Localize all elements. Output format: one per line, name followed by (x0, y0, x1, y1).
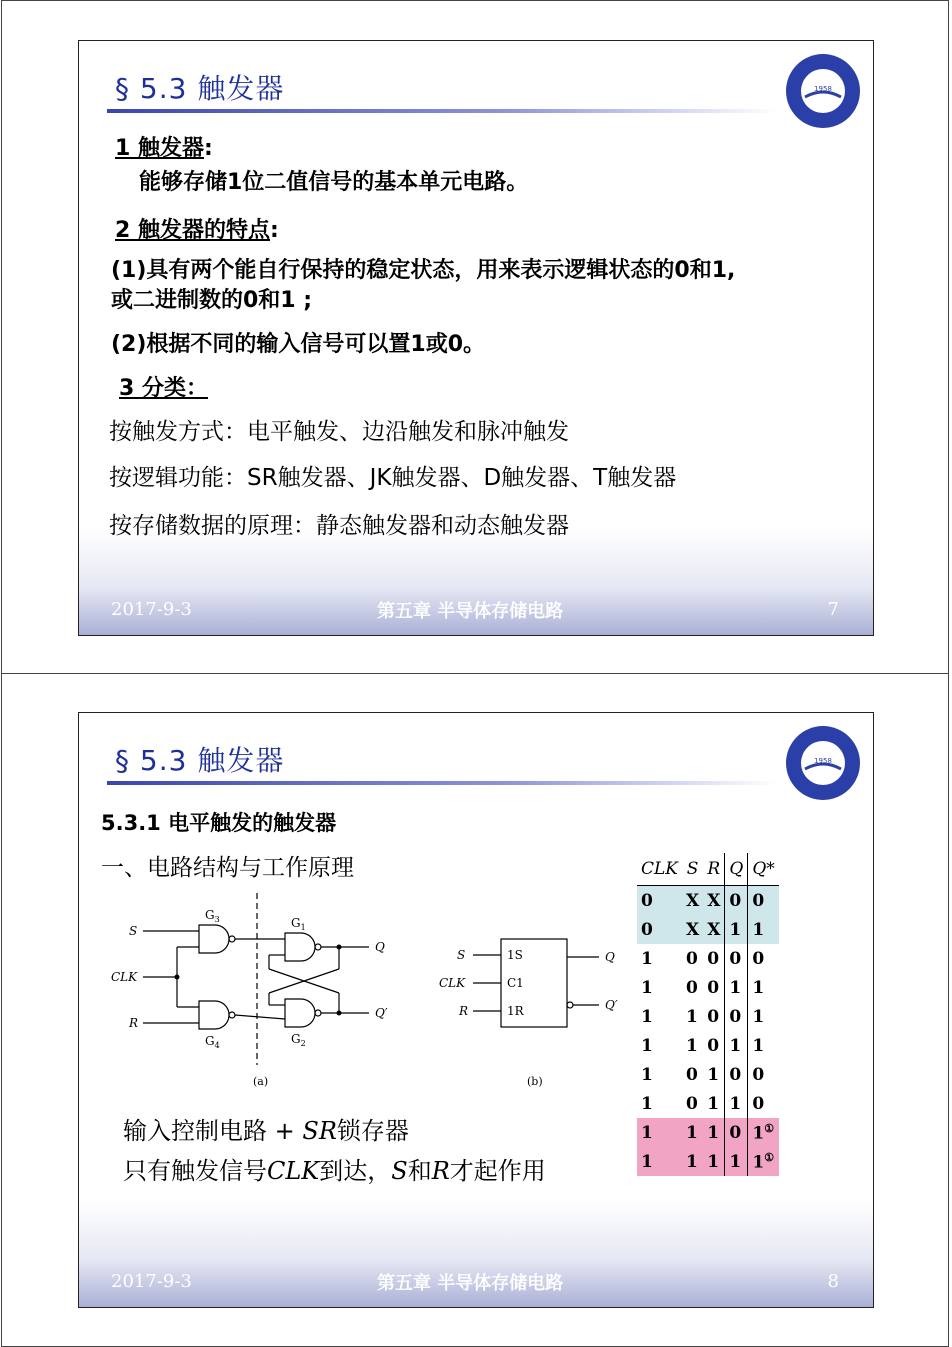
subsection-heading: 一、电路结构与工作原理 (101, 855, 354, 881)
table-cell: 0 (725, 944, 748, 973)
table-header-row (637, 853, 779, 886)
table-cell: 0 (748, 1089, 779, 1118)
table-cell: 1 (637, 1118, 682, 1147)
slide-footer (79, 595, 873, 625)
table-cell: 1 (641, 1006, 653, 1027)
svg-text:S: S (129, 924, 138, 938)
footer-date: 2017-9-3 (111, 599, 192, 620)
table-row (637, 1031, 779, 1060)
footer-chapter: 第五章 半导体存储电路 (377, 1273, 564, 1294)
svg-text:1S: 1S (507, 948, 523, 962)
svg-text:1R: 1R (507, 1004, 524, 1018)
table-cell: 1 (641, 977, 653, 998)
table-cell: 1 (682, 1147, 703, 1176)
table-cell: 1 (725, 1089, 748, 1118)
feature-2: (2)根据不同的输入信号可以置1或0。 (111, 332, 486, 357)
table-cell: 1 (686, 1035, 698, 1056)
logo-year: 1958 (814, 757, 832, 765)
table-cell: 0 (725, 1060, 748, 1089)
truth-table (637, 853, 837, 1176)
svg-text:(b): (b) (527, 1075, 543, 1088)
note-mark: ① (764, 1121, 775, 1135)
university-logo-icon (783, 51, 863, 131)
table-row (637, 944, 779, 973)
table-cell: 0 (707, 977, 720, 998)
table-header-cell: Q* (748, 853, 779, 886)
table-cell: 1 (707, 1064, 720, 1085)
svg-text:(a): (a) (253, 1075, 269, 1088)
table-cell: 0 (725, 1002, 748, 1031)
svg-text:G2: $G_2$ (291, 1032, 306, 1048)
university-logo-icon (783, 723, 863, 803)
table-cell: 1① (748, 1118, 779, 1147)
table-header-cell: Q (725, 853, 748, 886)
table-cell: 1 (748, 1002, 779, 1031)
class-by-logic: 按逻辑功能：SR触发器、JK触发器、D触发器、T触发器 (109, 465, 677, 491)
footer-page-number: 7 (827, 599, 839, 620)
trigger-text: 只有触发信号CLK到达，S和R才起作用 (123, 1157, 546, 1185)
table-cell: 1 (682, 1118, 703, 1147)
table-cell: 0 (707, 1035, 720, 1056)
table-cell: 1① (748, 1147, 779, 1176)
table-cell: 0 (748, 1060, 779, 1089)
table-cell: X (682, 915, 703, 944)
slide-title: § 5.3 触发器 (115, 72, 285, 105)
table-header-cell: R (703, 853, 725, 886)
slide-title: § 5.3 触发器 (115, 744, 285, 777)
footer-chapter: 第五章 半导体存储电路 (377, 601, 564, 622)
svg-text:G4: $G_4$ (205, 1034, 220, 1050)
table-row (637, 1002, 779, 1031)
feature-1-line-2: 或二进制数的0和1 ; (111, 288, 313, 313)
svg-text:G3: $G_3$ (205, 908, 220, 924)
table-cell: 0 (686, 977, 698, 998)
table-cell: 1 (637, 1147, 682, 1176)
slide-7 (78, 40, 874, 636)
svg-text:G1: $G_1$ (291, 916, 306, 932)
class-by-trigger: 按触发方式：电平触发、边沿触发和脉冲触发 (109, 419, 569, 445)
table-cell: 0 (686, 948, 698, 969)
circuit-diagram-b (435, 889, 635, 1099)
table-cell: 1 (748, 915, 779, 944)
table-cell: 1 (686, 1006, 698, 1027)
table-cell: 1 (641, 1035, 653, 1056)
title-rule (107, 781, 777, 785)
table-header-cell: CLK (637, 853, 682, 886)
table-cell: 0 (707, 948, 720, 969)
class-by-storage: 按存储数据的原理：静态触发器和动态触发器 (109, 513, 569, 539)
table-cell: 0 (637, 915, 682, 944)
slide-footer (79, 1267, 873, 1297)
svg-text:S: S (457, 948, 466, 962)
table-cell: 1 (707, 1093, 720, 1114)
svg-text:Q: Q (605, 950, 615, 964)
table-row (637, 915, 779, 944)
footer-page-number: 8 (827, 1271, 839, 1292)
heading-features: 2 触发器的特点: (115, 218, 279, 243)
table-row (637, 1060, 779, 1089)
table-cell: X (703, 915, 725, 944)
svg-text:Q: Q (375, 940, 385, 954)
svg-text:R: R (459, 1004, 469, 1018)
table-cell: 0 (707, 1006, 720, 1027)
table-cell: 1 (641, 1064, 653, 1085)
table-cell: 1 (703, 1147, 725, 1176)
svg-text:CLK: CLK (111, 970, 138, 984)
title-rule (107, 109, 777, 113)
svg-text:CLK: CLK (439, 976, 466, 990)
table-cell: X (682, 886, 703, 916)
footer-date: 2017-9-3 (111, 1271, 192, 1292)
heading-classification: 3 分类： (119, 376, 208, 401)
definition-text: 能够存储1位二值信号的基本单元电路。 (139, 170, 529, 195)
table-cell: 0 (748, 944, 779, 973)
table-cell: 1 (641, 948, 653, 969)
table-row (637, 1147, 779, 1176)
table-cell: 1 (703, 1118, 725, 1147)
table-cell: 0 (725, 886, 748, 916)
table-cell: 0 (686, 1093, 698, 1114)
structure-text: 输入控制电路 + SR锁存器 (123, 1117, 409, 1145)
feature-1-line-1: (1)具有两个能自行保持的稳定状态，用来表示逻辑状态的0和1, (111, 258, 736, 283)
slide-8 (78, 712, 874, 1308)
table-cell: 1 (748, 973, 779, 1002)
table-cell: 1 (725, 915, 748, 944)
table-cell: 1 (725, 1147, 748, 1176)
table-cell: 1 (725, 1031, 748, 1060)
table-cell: 1 (748, 1031, 779, 1060)
table-cell: 1 (641, 1093, 653, 1114)
table-row (637, 973, 779, 1002)
section-heading: 5.3.1 电平触发的触发器 (101, 811, 337, 835)
svg-text:Q′: Q′ (375, 1006, 388, 1020)
table-row (637, 1118, 779, 1147)
table-cell: 0 (725, 1118, 748, 1147)
table-cell: 0 (637, 886, 682, 916)
table-cell: 1 (725, 973, 748, 1002)
heading-flipflop: 1 触发器: (115, 136, 213, 161)
svg-text:Q′: Q′ (605, 998, 618, 1012)
svg-text:R: R (129, 1016, 139, 1030)
table-row (637, 1089, 779, 1118)
logo-year: 1958 (814, 85, 832, 93)
table-cell: X (703, 886, 725, 916)
table-header-cell: S (682, 853, 703, 886)
table-row (637, 886, 779, 916)
note-mark: ① (764, 1150, 775, 1164)
table-cell: 0 (686, 1064, 698, 1085)
circuit-diagram-a (107, 889, 407, 1099)
svg-text:C1: C1 (507, 976, 524, 990)
table-cell: 0 (748, 886, 779, 916)
